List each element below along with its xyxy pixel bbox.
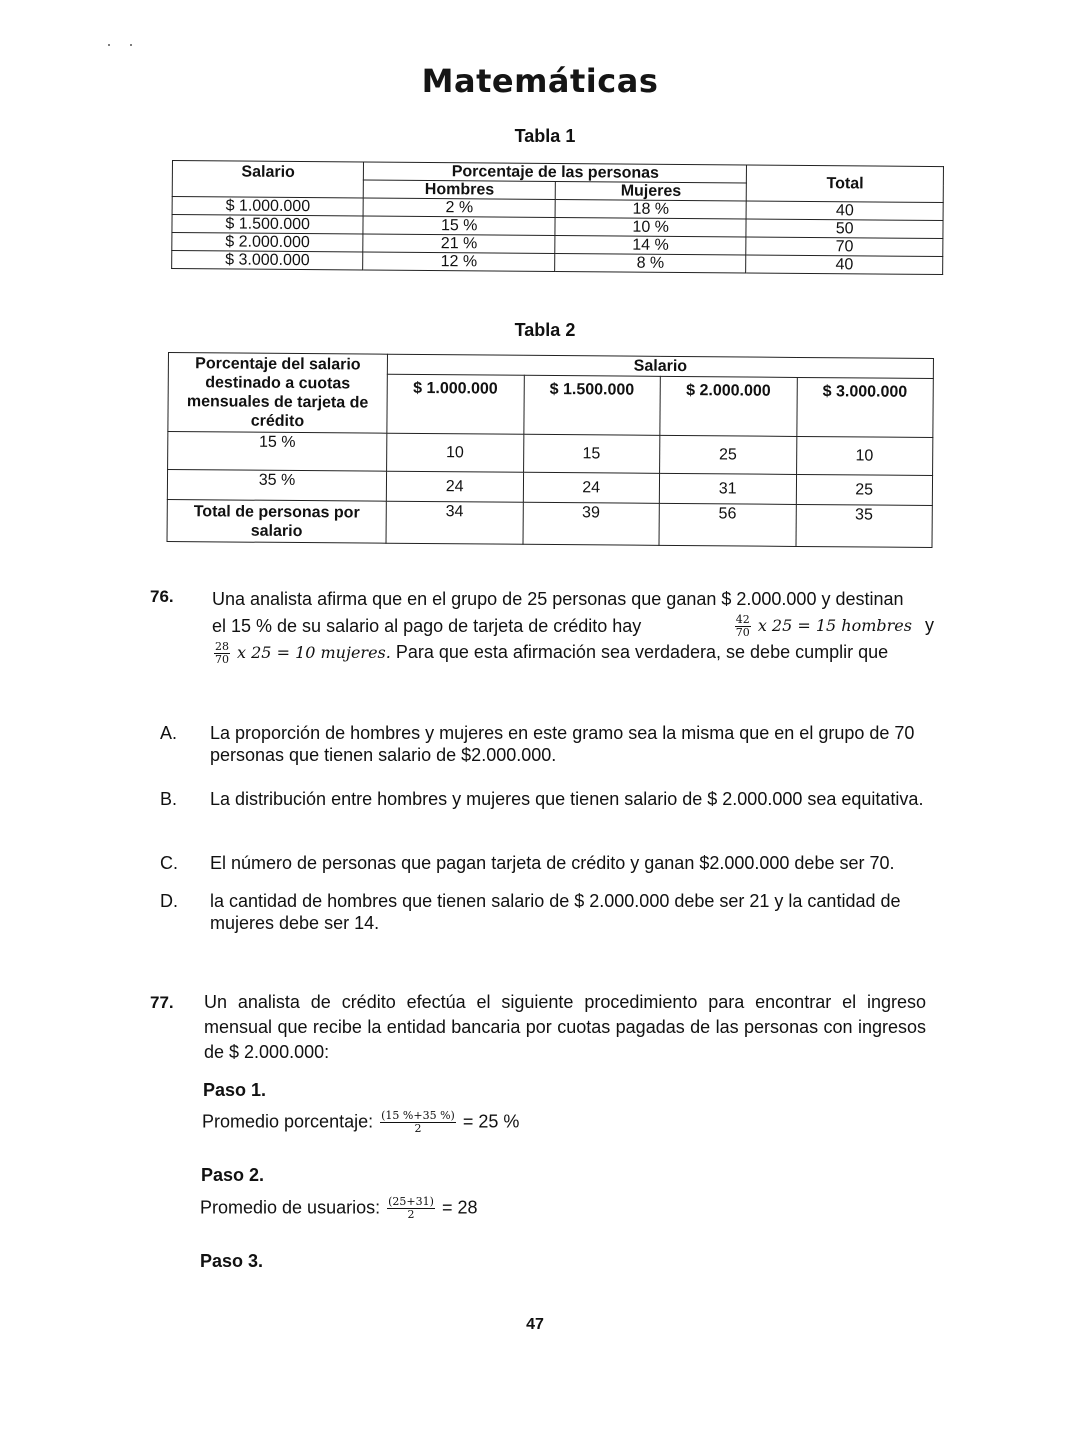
tabla1-cell-hombres: 15 % <box>363 216 555 236</box>
question-77-text: Un analista de crédito efectúa el siguiente procedimiento para encontrar el ingreso mensual que recibe la entidad bancaria por cuotas pagadas de las personas con ingresos de $ 2.000.000: <box>204 992 926 1062</box>
option-a-text: La proporción de hombres y mujeres en este gramo sea la misma que en el grupo de 70 personas que tienen salario de $2.000.000. <box>210 723 915 765</box>
option-b-letter: B. <box>160 789 178 809</box>
table-row <box>167 499 932 547</box>
tabla2-cell: 39 <box>523 502 660 545</box>
tabla1-cell-salario: $ 1.500.000 <box>172 215 364 235</box>
tabla1-cell-total: 70 <box>746 237 943 257</box>
option-c-text: El número de personas que pagan tarjeta de crédito y ganan $2.000.000 debe ser 70. <box>210 853 895 873</box>
option-d-text: la cantidad de hombres que tienen salario de $ 2.000.000 debe ser 21 y la cantidad de mujeres debe ser 14. <box>210 891 901 933</box>
tabla2-header-salario-2: $ 1.500.000 <box>523 375 660 435</box>
math-expression-hombres: x 25 = 15 hombres <box>757 616 912 635</box>
step-1-result: = 25 % <box>462 1111 520 1132</box>
option-d[interactable] <box>160 890 940 940</box>
question-76-number: 76. <box>150 587 174 606</box>
fraction-28-70: $\frac{28}{70}$ <box>215 639 229 666</box>
page-number: 47 <box>526 1316 544 1333</box>
tabla2-cell: 35 <box>795 504 932 547</box>
tabla1-cell-total: 50 <box>746 219 943 239</box>
step-3-title: Paso 3. <box>200 1251 264 1271</box>
option-c-letter: C. <box>160 853 178 873</box>
question-77-number: 77. <box>150 993 174 1012</box>
option-b-text: La distribución entre hombres y mujeres que tienen salario de $ 2.000.000 sea equitativa. <box>210 789 924 809</box>
tabla2-header-salario-1: $ 1.000.000 <box>387 374 524 434</box>
question-76-line2 <box>212 612 934 639</box>
tabla2-cell: 15 <box>523 434 660 473</box>
tabla1-header-porcentaje: Porcentaje de las personas <box>364 162 747 183</box>
page-title: Matemáticas <box>421 62 659 100</box>
scan-speck <box>108 44 110 46</box>
tabla2-cell: 25 <box>796 474 933 505</box>
question-76-line3-text: Para que esta afirmación sea verdadera, se debe cumplir que <box>395 642 889 662</box>
question-76-line3 <box>212 639 934 666</box>
tabla2-header-salario: Salario <box>387 354 933 378</box>
tabla2-row-label: 35 % <box>167 470 386 502</box>
question-76-conjunction: y <box>925 615 934 635</box>
tabla1-cell-mujeres: 18 % <box>555 200 747 220</box>
tabla1-cell-mujeres: 8 % <box>555 254 747 274</box>
tabla1-cell-total: 40 <box>746 255 943 275</box>
option-a-letter: A. <box>160 723 178 743</box>
tabla2-cell: 34 <box>386 501 523 544</box>
step-1-title: Paso 1. <box>203 1080 267 1100</box>
tabla1-cell-salario: $ 3.000.000 <box>172 251 364 271</box>
tabla2-cell: 10 <box>796 436 933 475</box>
tabla2-cell: 10 <box>387 433 524 472</box>
tabla2-row-label: 15 % <box>168 432 387 472</box>
tabla1-header-salario: Salario <box>172 161 364 199</box>
step-2-line <box>200 1196 477 1221</box>
step-1-line <box>202 1110 519 1135</box>
tabla1-cell-salario: $ 1.000.000 <box>172 197 364 217</box>
tabla2-header-row-label: Porcentaje del salario destinado a cuotas mensuales de tarjeta de crédito <box>168 353 388 434</box>
step-1-label: Promedio porcentaje: <box>202 1111 374 1132</box>
tabla2-header-salario-4: $ 3.000.000 <box>796 377 933 437</box>
tabla2-cell: 24 <box>386 471 523 502</box>
tabla1-cell-salario: $ 2.000.000 <box>172 233 364 253</box>
tabla1-caption: Tabla 1 <box>514 126 576 146</box>
tabla2-header-salario-3: $ 2.000.000 <box>660 376 797 436</box>
option-b[interactable] <box>160 788 940 838</box>
option-a[interactable] <box>160 722 940 772</box>
tabla1-header-mujeres: Mujeres <box>555 182 747 202</box>
tabla1-header-hombres: Hombres <box>364 180 556 200</box>
tabla2-cell: 56 <box>659 503 796 546</box>
table-row <box>168 432 933 476</box>
tabla2 <box>167 352 934 548</box>
option-d-letter: D. <box>160 891 178 911</box>
fraction-average-users: $\frac{(25+31)}{2}$ <box>388 1195 434 1221</box>
tabla1 <box>171 160 944 275</box>
question-76-line1: Una analista afirma que en el grupo de 25 personas que ganan $ 2.000.000 y destinan <box>212 589 904 609</box>
tabla1-header-total: Total <box>747 165 944 203</box>
tabla2-caption: Tabla 2 <box>514 320 576 340</box>
step-2-title: Paso 2. <box>201 1165 265 1185</box>
tabla1-cell-total: 40 <box>747 201 944 221</box>
tabla1-cell-hombres: 12 % <box>363 252 555 272</box>
tabla1-cell-hombres: 21 % <box>363 234 555 254</box>
tabla2-cell: 31 <box>659 473 796 504</box>
step-2-result: = 28 <box>441 1197 478 1218</box>
question-76-line2-text: el 15 % de su salario al pago de tarjeta de crédito hay <box>212 615 642 636</box>
scan-speck <box>130 44 132 46</box>
tabla1-cell-mujeres: 10 % <box>555 218 747 238</box>
math-expression-mujeres: x 25 = 10 mujeres. <box>237 643 391 662</box>
fraction-42-70: $\frac{42}{70}$ <box>735 612 750 639</box>
tabla1-cell-hombres: 2 % <box>364 198 556 218</box>
tabla2-row-label: Total de personas por salario <box>167 499 386 543</box>
question-76-text <box>212 586 934 666</box>
tabla2-cell: 24 <box>523 472 660 503</box>
fraction-average-percentage: $\frac{(15 \%+35 \%)}{2}$ <box>381 1109 455 1135</box>
tabla2-cell: 25 <box>660 435 797 474</box>
tabla1-cell-mujeres: 14 % <box>555 236 747 256</box>
option-c[interactable] <box>160 852 940 878</box>
step-2-label: Promedio de usuarios: <box>200 1197 381 1218</box>
